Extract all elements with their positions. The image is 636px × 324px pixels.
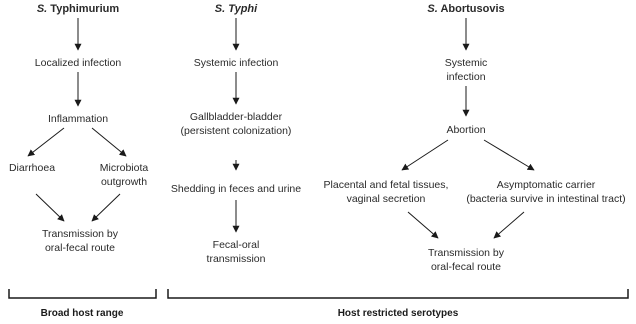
- node-gallbladder-line2: (persistent colonization): [180, 125, 292, 137]
- node-microbiota-line2: outgrowth: [100, 176, 148, 188]
- node-carrier-line1: Asymptomatic carrier: [496, 179, 596, 191]
- arrow-abortion-to-carrier: [484, 140, 534, 170]
- label-broad-host-range: Broad host range: [40, 308, 124, 319]
- bracket-host-restricted: [168, 289, 628, 319]
- arrow-carrier-to-transmission: [494, 212, 524, 238]
- node-diarrhoea: Diarrhoea: [8, 162, 56, 174]
- node-fecal-oral-line1: Fecal-oral: [212, 239, 260, 251]
- node-inflammation: Inflammation: [47, 113, 109, 125]
- bracket-broad-host-range: [9, 289, 156, 319]
- node-abortusovis-transmission-line1: Transmission by: [427, 247, 505, 259]
- node-typhimurium-transmission-line1: Transmission by: [41, 228, 119, 240]
- node-typhimurium-transmission-line2: oral-fecal route: [44, 242, 116, 254]
- title-abortusovis: S. Abortusovis: [427, 3, 505, 15]
- arrow-inflammation-to-microbiota: [92, 128, 126, 156]
- arrow-diarrhoea-to-transmission: [36, 194, 64, 221]
- arrow-inflammation-to-diarrhoea: [28, 128, 64, 156]
- node-systemic-line2: infection: [446, 71, 486, 83]
- column-typhi: [171, 3, 301, 265]
- node-abortion: Abortion: [446, 124, 486, 136]
- node-systemic-infection: Systemic infection: [193, 57, 279, 69]
- node-shedding: Shedding in feces and urine: [170, 183, 302, 195]
- column-typhimurium: [9, 3, 148, 254]
- node-gallbladder-line1: Gallbladder-bladder: [189, 111, 283, 123]
- title-typhimurium: S. Typhimurium: [36, 3, 120, 15]
- node-placental-line1: Placental and fetal tissues,: [323, 179, 449, 191]
- title-typhi: S. Typhi: [214, 3, 258, 15]
- arrow-microbiota-to-transmission: [92, 194, 120, 221]
- column-abortusovis: [324, 3, 626, 273]
- label-host-restricted-serotypes: Host restricted serotypes: [337, 308, 459, 319]
- node-carrier-line2: (bacteria survive in intestinal tract): [466, 193, 626, 205]
- node-localized-infection: Localized infection: [34, 57, 122, 69]
- node-fecal-oral-line2: transmission: [206, 253, 266, 265]
- bracket-line-broad: [9, 289, 156, 298]
- node-systemic-line1: Systemic: [444, 57, 488, 69]
- node-abortusovis-transmission-line2: oral-fecal route: [430, 261, 502, 273]
- node-microbiota-line1: Microbiota: [99, 162, 149, 174]
- arrow-abortion-to-placental: [402, 140, 448, 170]
- node-placental-line2: vaginal secretion: [346, 193, 426, 205]
- arrow-placental-to-transmission: [408, 212, 438, 238]
- bracket-line-restricted: [168, 289, 628, 298]
